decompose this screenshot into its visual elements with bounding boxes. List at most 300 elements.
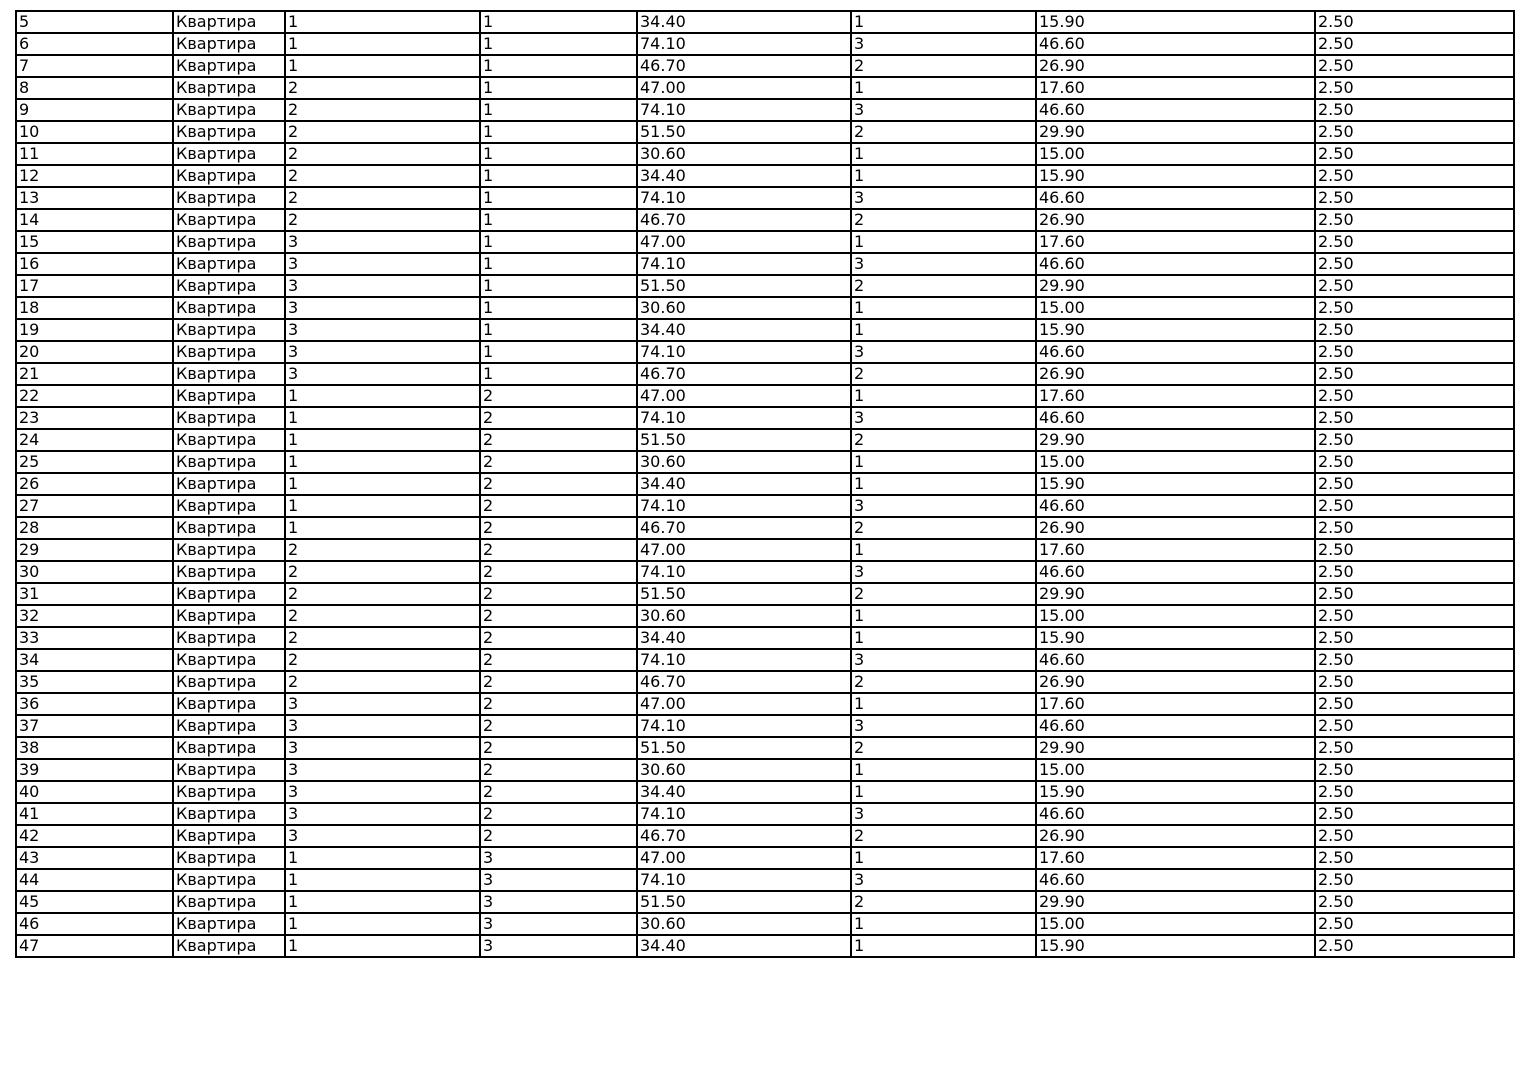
rooms-cell: 2	[851, 671, 1036, 693]
rooms-cell: 1	[851, 11, 1036, 33]
rooms-cell: 1	[851, 693, 1036, 715]
height-cell: 2.50	[1315, 319, 1514, 341]
type-cell: Квартира	[173, 429, 285, 451]
living-area-cell: 15.90	[1036, 627, 1315, 649]
height-cell: 2.50	[1315, 297, 1514, 319]
living-area-cell: 15.00	[1036, 759, 1315, 781]
section-cell: 1	[285, 407, 480, 429]
total-area-cell: 74.10	[637, 341, 851, 363]
floor-cell: 2	[480, 693, 637, 715]
number-cell: 23	[16, 407, 173, 429]
section-cell: 1	[285, 891, 480, 913]
floor-cell: 2	[480, 473, 637, 495]
section-cell: 2	[285, 209, 480, 231]
section-cell: 1	[285, 33, 480, 55]
living-area-cell: 46.60	[1036, 715, 1315, 737]
table-row	[16, 825, 1514, 847]
living-area-cell: 46.60	[1036, 187, 1315, 209]
type-cell: Квартира	[173, 781, 285, 803]
table-row	[16, 935, 1514, 957]
living-area-cell: 17.60	[1036, 385, 1315, 407]
rooms-cell: 1	[851, 847, 1036, 869]
type-cell: Квартира	[173, 275, 285, 297]
number-cell: 24	[16, 429, 173, 451]
rooms-cell: 1	[851, 759, 1036, 781]
floor-cell: 2	[480, 539, 637, 561]
total-area-cell: 47.00	[637, 693, 851, 715]
table-row	[16, 297, 1514, 319]
total-area-cell: 34.40	[637, 319, 851, 341]
section-cell: 3	[285, 693, 480, 715]
section-cell: 1	[285, 11, 480, 33]
floor-cell: 2	[480, 671, 637, 693]
total-area-cell: 74.10	[637, 495, 851, 517]
total-area-cell: 51.50	[637, 121, 851, 143]
height-cell: 2.50	[1315, 671, 1514, 693]
table-row	[16, 473, 1514, 495]
type-cell: Квартира	[173, 737, 285, 759]
height-cell: 2.50	[1315, 495, 1514, 517]
living-area-cell: 29.90	[1036, 121, 1315, 143]
floor-cell: 1	[480, 231, 637, 253]
number-cell: 26	[16, 473, 173, 495]
section-cell: 2	[285, 671, 480, 693]
number-cell: 39	[16, 759, 173, 781]
living-area-cell: 17.60	[1036, 847, 1315, 869]
rooms-cell: 1	[851, 385, 1036, 407]
living-area-cell: 26.90	[1036, 55, 1315, 77]
floor-cell: 1	[480, 275, 637, 297]
type-cell: Квартира	[173, 341, 285, 363]
type-cell: Квартира	[173, 583, 285, 605]
apartments-table	[15, 10, 1515, 958]
floor-cell: 1	[480, 11, 637, 33]
total-area-cell: 74.10	[637, 253, 851, 275]
living-area-cell: 46.60	[1036, 407, 1315, 429]
table-row	[16, 429, 1514, 451]
rooms-cell: 2	[851, 121, 1036, 143]
total-area-cell: 34.40	[637, 11, 851, 33]
type-cell: Квартира	[173, 33, 285, 55]
rooms-cell: 2	[851, 891, 1036, 913]
section-cell: 3	[285, 231, 480, 253]
section-cell: 3	[285, 275, 480, 297]
living-area-cell: 46.60	[1036, 99, 1315, 121]
number-cell: 30	[16, 561, 173, 583]
type-cell: Квартира	[173, 407, 285, 429]
rooms-cell: 1	[851, 297, 1036, 319]
number-cell: 10	[16, 121, 173, 143]
number-cell: 16	[16, 253, 173, 275]
height-cell: 2.50	[1315, 935, 1514, 957]
section-cell: 2	[285, 187, 480, 209]
table-row	[16, 33, 1514, 55]
floor-cell: 2	[480, 429, 637, 451]
table-row	[16, 77, 1514, 99]
floor-cell: 3	[480, 913, 637, 935]
total-area-cell: 46.70	[637, 825, 851, 847]
floor-cell: 1	[480, 341, 637, 363]
section-cell: 3	[285, 715, 480, 737]
total-area-cell: 74.10	[637, 561, 851, 583]
section-cell: 3	[285, 319, 480, 341]
height-cell: 2.50	[1315, 33, 1514, 55]
living-area-cell: 29.90	[1036, 891, 1315, 913]
floor-cell: 1	[480, 55, 637, 77]
type-cell: Квартира	[173, 561, 285, 583]
total-area-cell: 34.40	[637, 781, 851, 803]
rooms-cell: 2	[851, 429, 1036, 451]
floor-cell: 2	[480, 627, 637, 649]
section-cell: 2	[285, 605, 480, 627]
total-area-cell: 51.50	[637, 737, 851, 759]
type-cell: Квартира	[173, 165, 285, 187]
type-cell: Квартира	[173, 803, 285, 825]
total-area-cell: 47.00	[637, 385, 851, 407]
number-cell: 22	[16, 385, 173, 407]
rooms-cell: 1	[851, 913, 1036, 935]
floor-cell: 1	[480, 363, 637, 385]
height-cell: 2.50	[1315, 693, 1514, 715]
floor-cell: 2	[480, 517, 637, 539]
floor-cell: 2	[480, 495, 637, 517]
floor-cell: 1	[480, 143, 637, 165]
rooms-cell: 1	[851, 473, 1036, 495]
living-area-cell: 15.90	[1036, 781, 1315, 803]
table-row	[16, 165, 1514, 187]
type-cell: Квартира	[173, 451, 285, 473]
number-cell: 35	[16, 671, 173, 693]
rooms-cell: 3	[851, 803, 1036, 825]
total-area-cell: 46.70	[637, 209, 851, 231]
total-area-cell: 74.10	[637, 715, 851, 737]
height-cell: 2.50	[1315, 715, 1514, 737]
total-area-cell: 47.00	[637, 231, 851, 253]
total-area-cell: 51.50	[637, 891, 851, 913]
living-area-cell: 17.60	[1036, 77, 1315, 99]
height-cell: 2.50	[1315, 231, 1514, 253]
table-row	[16, 583, 1514, 605]
section-cell: 2	[285, 561, 480, 583]
table-row	[16, 55, 1514, 77]
section-cell: 2	[285, 165, 480, 187]
height-cell: 2.50	[1315, 649, 1514, 671]
type-cell: Квартира	[173, 715, 285, 737]
section-cell: 2	[285, 77, 480, 99]
total-area-cell: 30.60	[637, 297, 851, 319]
height-cell: 2.50	[1315, 847, 1514, 869]
number-cell: 21	[16, 363, 173, 385]
table-row	[16, 627, 1514, 649]
number-cell: 9	[16, 99, 173, 121]
rooms-cell: 3	[851, 495, 1036, 517]
section-cell: 1	[285, 495, 480, 517]
type-cell: Квартира	[173, 55, 285, 77]
number-cell: 41	[16, 803, 173, 825]
rooms-cell: 2	[851, 209, 1036, 231]
living-area-cell: 46.60	[1036, 253, 1315, 275]
section-cell: 1	[285, 847, 480, 869]
living-area-cell: 17.60	[1036, 539, 1315, 561]
height-cell: 2.50	[1315, 253, 1514, 275]
height-cell: 2.50	[1315, 363, 1514, 385]
number-cell: 17	[16, 275, 173, 297]
floor-cell: 1	[480, 121, 637, 143]
section-cell: 2	[285, 99, 480, 121]
table-row	[16, 209, 1514, 231]
total-area-cell: 74.10	[637, 99, 851, 121]
number-cell: 25	[16, 451, 173, 473]
rooms-cell: 3	[851, 407, 1036, 429]
number-cell: 14	[16, 209, 173, 231]
number-cell: 46	[16, 913, 173, 935]
living-area-cell: 29.90	[1036, 737, 1315, 759]
total-area-cell: 46.70	[637, 517, 851, 539]
total-area-cell: 30.60	[637, 605, 851, 627]
section-cell: 3	[285, 759, 480, 781]
section-cell: 3	[285, 297, 480, 319]
height-cell: 2.50	[1315, 209, 1514, 231]
height-cell: 2.50	[1315, 451, 1514, 473]
type-cell: Квартира	[173, 319, 285, 341]
living-area-cell: 15.00	[1036, 605, 1315, 627]
rooms-cell: 3	[851, 715, 1036, 737]
type-cell: Квартира	[173, 935, 285, 957]
height-cell: 2.50	[1315, 429, 1514, 451]
floor-cell: 1	[480, 77, 637, 99]
section-cell: 1	[285, 913, 480, 935]
living-area-cell: 46.60	[1036, 869, 1315, 891]
number-cell: 37	[16, 715, 173, 737]
type-cell: Квартира	[173, 891, 285, 913]
floor-cell: 3	[480, 869, 637, 891]
floor-cell: 2	[480, 803, 637, 825]
number-cell: 20	[16, 341, 173, 363]
section-cell: 2	[285, 627, 480, 649]
table-row	[16, 253, 1514, 275]
number-cell: 28	[16, 517, 173, 539]
number-cell: 29	[16, 539, 173, 561]
total-area-cell: 74.10	[637, 187, 851, 209]
living-area-cell: 46.60	[1036, 561, 1315, 583]
number-cell: 6	[16, 33, 173, 55]
table-row	[16, 671, 1514, 693]
total-area-cell: 74.10	[637, 803, 851, 825]
type-cell: Квартира	[173, 825, 285, 847]
floor-cell: 2	[480, 583, 637, 605]
table-row	[16, 693, 1514, 715]
number-cell: 7	[16, 55, 173, 77]
rooms-cell: 1	[851, 319, 1036, 341]
total-area-cell: 34.40	[637, 627, 851, 649]
type-cell: Квартира	[173, 693, 285, 715]
number-cell: 44	[16, 869, 173, 891]
living-area-cell: 46.60	[1036, 341, 1315, 363]
number-cell: 33	[16, 627, 173, 649]
section-cell: 1	[285, 517, 480, 539]
total-area-cell: 74.10	[637, 33, 851, 55]
type-cell: Квартира	[173, 187, 285, 209]
rooms-cell: 3	[851, 187, 1036, 209]
section-cell: 3	[285, 363, 480, 385]
floor-cell: 1	[480, 33, 637, 55]
table-row	[16, 143, 1514, 165]
rooms-cell: 1	[851, 539, 1036, 561]
rooms-cell: 2	[851, 55, 1036, 77]
table-row	[16, 121, 1514, 143]
rooms-cell: 3	[851, 561, 1036, 583]
rooms-cell: 1	[851, 77, 1036, 99]
total-area-cell: 46.70	[637, 55, 851, 77]
table-row	[16, 759, 1514, 781]
floor-cell: 2	[480, 605, 637, 627]
living-area-cell: 17.60	[1036, 231, 1315, 253]
type-cell: Квартира	[173, 77, 285, 99]
number-cell: 18	[16, 297, 173, 319]
height-cell: 2.50	[1315, 737, 1514, 759]
living-area-cell: 15.90	[1036, 165, 1315, 187]
height-cell: 2.50	[1315, 517, 1514, 539]
number-cell: 27	[16, 495, 173, 517]
living-area-cell: 15.90	[1036, 935, 1315, 957]
type-cell: Квартира	[173, 847, 285, 869]
table-row	[16, 407, 1514, 429]
table-row	[16, 561, 1514, 583]
section-cell: 1	[285, 385, 480, 407]
rooms-cell: 3	[851, 869, 1036, 891]
table-row	[16, 913, 1514, 935]
table-row	[16, 737, 1514, 759]
type-cell: Квартира	[173, 539, 285, 561]
floor-cell: 2	[480, 825, 637, 847]
rooms-cell: 1	[851, 605, 1036, 627]
table-row	[16, 649, 1514, 671]
number-cell: 5	[16, 11, 173, 33]
table-row	[16, 869, 1514, 891]
rooms-cell: 3	[851, 33, 1036, 55]
table-row	[16, 495, 1514, 517]
section-cell: 1	[285, 429, 480, 451]
type-cell: Квартира	[173, 11, 285, 33]
rooms-cell: 2	[851, 275, 1036, 297]
section-cell: 1	[285, 55, 480, 77]
height-cell: 2.50	[1315, 781, 1514, 803]
number-cell: 42	[16, 825, 173, 847]
number-cell: 32	[16, 605, 173, 627]
table-row	[16, 341, 1514, 363]
document-page	[15, 10, 1515, 958]
number-cell: 31	[16, 583, 173, 605]
table-row	[16, 451, 1514, 473]
living-area-cell: 15.00	[1036, 297, 1315, 319]
type-cell: Квартира	[173, 517, 285, 539]
total-area-cell: 34.40	[637, 935, 851, 957]
rooms-cell: 3	[851, 341, 1036, 363]
table-row	[16, 539, 1514, 561]
living-area-cell: 29.90	[1036, 275, 1315, 297]
total-area-cell: 30.60	[637, 451, 851, 473]
number-cell: 8	[16, 77, 173, 99]
number-cell: 11	[16, 143, 173, 165]
number-cell: 40	[16, 781, 173, 803]
height-cell: 2.50	[1315, 341, 1514, 363]
floor-cell: 2	[480, 407, 637, 429]
section-cell: 3	[285, 825, 480, 847]
living-area-cell: 46.60	[1036, 803, 1315, 825]
floor-cell: 1	[480, 165, 637, 187]
table-row	[16, 363, 1514, 385]
floor-cell: 1	[480, 253, 637, 275]
living-area-cell: 26.90	[1036, 209, 1315, 231]
rooms-cell: 1	[851, 231, 1036, 253]
floor-cell: 1	[480, 209, 637, 231]
living-area-cell: 15.90	[1036, 473, 1315, 495]
section-cell: 1	[285, 869, 480, 891]
living-area-cell: 15.00	[1036, 451, 1315, 473]
rooms-cell: 2	[851, 737, 1036, 759]
total-area-cell: 74.10	[637, 407, 851, 429]
section-cell: 1	[285, 935, 480, 957]
total-area-cell: 30.60	[637, 913, 851, 935]
section-cell: 3	[285, 781, 480, 803]
floor-cell: 1	[480, 187, 637, 209]
height-cell: 2.50	[1315, 627, 1514, 649]
height-cell: 2.50	[1315, 121, 1514, 143]
living-area-cell: 17.60	[1036, 693, 1315, 715]
section-cell: 3	[285, 341, 480, 363]
section-cell: 3	[285, 803, 480, 825]
living-area-cell: 26.90	[1036, 825, 1315, 847]
type-cell: Квартира	[173, 253, 285, 275]
rooms-cell: 1	[851, 627, 1036, 649]
rooms-cell: 2	[851, 825, 1036, 847]
floor-cell: 2	[480, 561, 637, 583]
type-cell: Квартира	[173, 913, 285, 935]
number-cell: 43	[16, 847, 173, 869]
living-area-cell: 15.90	[1036, 11, 1315, 33]
total-area-cell: 30.60	[637, 759, 851, 781]
type-cell: Квартира	[173, 209, 285, 231]
living-area-cell: 26.90	[1036, 517, 1315, 539]
type-cell: Квартира	[173, 495, 285, 517]
type-cell: Квартира	[173, 649, 285, 671]
living-area-cell: 26.90	[1036, 671, 1315, 693]
height-cell: 2.50	[1315, 473, 1514, 495]
height-cell: 2.50	[1315, 561, 1514, 583]
number-cell: 36	[16, 693, 173, 715]
table-row	[16, 715, 1514, 737]
living-area-cell: 15.00	[1036, 143, 1315, 165]
total-area-cell: 47.00	[637, 77, 851, 99]
type-cell: Квартира	[173, 869, 285, 891]
living-area-cell: 29.90	[1036, 429, 1315, 451]
type-cell: Квартира	[173, 385, 285, 407]
living-area-cell: 46.60	[1036, 495, 1315, 517]
height-cell: 2.50	[1315, 385, 1514, 407]
height-cell: 2.50	[1315, 77, 1514, 99]
floor-cell: 1	[480, 319, 637, 341]
floor-cell: 2	[480, 781, 637, 803]
living-area-cell: 26.90	[1036, 363, 1315, 385]
floor-cell: 3	[480, 891, 637, 913]
number-cell: 19	[16, 319, 173, 341]
type-cell: Квартира	[173, 473, 285, 495]
total-area-cell: 46.70	[637, 671, 851, 693]
rooms-cell: 1	[851, 143, 1036, 165]
living-area-cell: 29.90	[1036, 583, 1315, 605]
living-area-cell: 15.00	[1036, 913, 1315, 935]
height-cell: 2.50	[1315, 99, 1514, 121]
